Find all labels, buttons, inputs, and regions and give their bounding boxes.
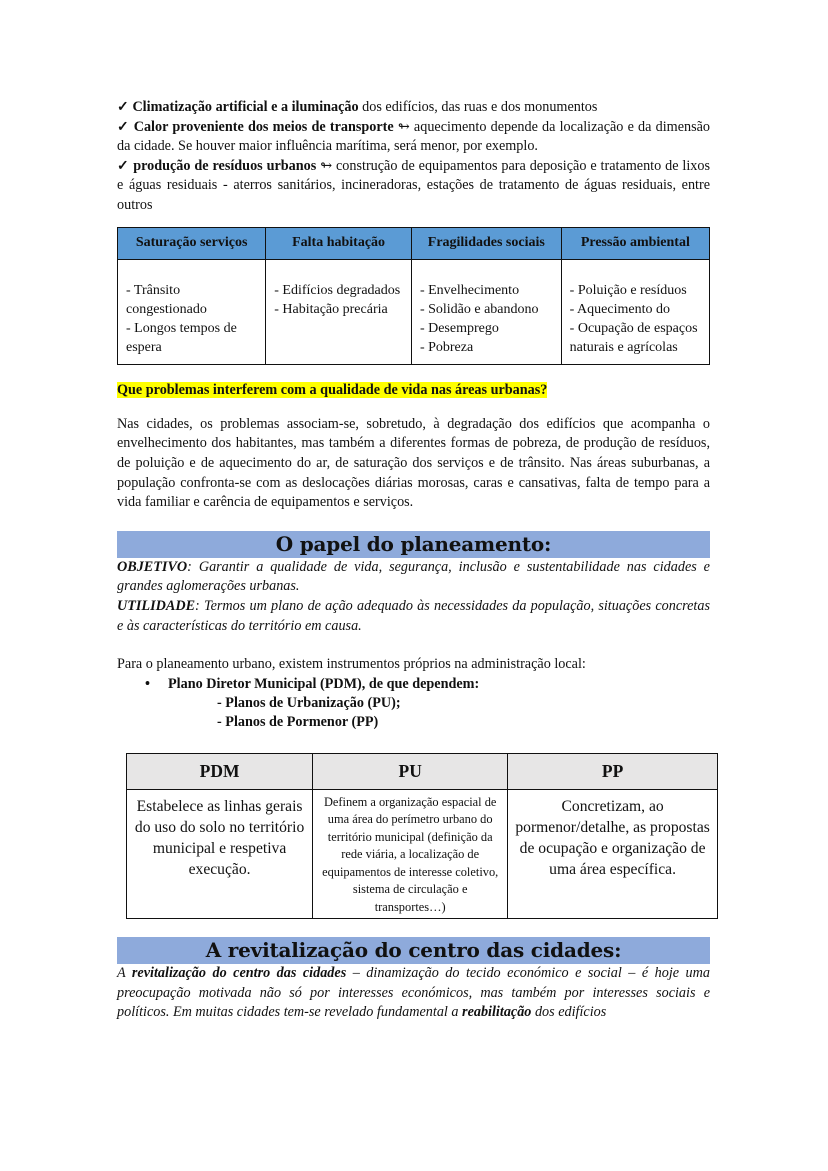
table-cell: Definem a organização espacial de uma área do perímetro urbano do território municipal (definição da rede viária, a localização de equipamentos de interesse coletivo, sistema de circulação e transportes…) bbox=[313, 789, 508, 919]
table-header: Fragilidades sociais bbox=[411, 227, 561, 259]
intro-item-climatization: ✓ Climatização artificial e a iluminação dos edifícios, das ruas e dos monumentos bbox=[117, 99, 598, 115]
list-item: • Plano Diretor Municipal (PDM), de que dependem: bbox=[117, 675, 710, 694]
sub-list-item: - Planos de Pormenor (PP) bbox=[217, 714, 379, 731]
table-header: Falta habitação bbox=[266, 227, 412, 259]
section-title-planning: O papel do planeamento: bbox=[117, 531, 710, 558]
urban-problems-table bbox=[117, 227, 710, 365]
table-cell: - Poluição e resíduos - Aquecimento do - Ocupação de espaços naturais e agrícolas bbox=[561, 259, 709, 364]
table-cell: Estabelece as linhas gerais do uso do solo no território municipal e respetiva execução. bbox=[127, 789, 313, 919]
table-cell: - Trânsito congestionado - Longos tempos de espera bbox=[118, 259, 266, 364]
table-header: Pressão ambiental bbox=[561, 227, 709, 259]
intro-item-waste: ✓ produção de resíduos urbanos ↬ construção de equipamentos para deposição e tratamento de lixos e águas residuais - aterros sanitários, incineradoras, estações de tratamento de águas residuais, entre outros bbox=[117, 157, 711, 213]
utility-paragraph: UTILIDADE: Termos um plano de ação adequado às necessidades da população, situações concretas e às características do território em causa. bbox=[117, 597, 710, 634]
sub-list-item: - Planos de Urbanização (PU); bbox=[217, 694, 401, 711]
objective-paragraph: OBJETIVO: Garantir a qualidade de vida, segurança, inclusão e sustentabilidade nas cidades e grandes aglomerações urbanas. bbox=[117, 558, 710, 595]
table-cell: - Edifícios degradados - Habitação precária bbox=[266, 259, 412, 364]
table-header: PP bbox=[508, 753, 718, 789]
table-cell: Concretizam, ao pormenor/detalhe, as propostas de ocupação e organização de uma área específica. bbox=[508, 789, 718, 919]
intro-item-transport-heat: ✓ Calor proveniente dos meios de transporte ↬ aquecimento depende da localização e da dimensão da cidade. Se houver maior influência marítima, será menor, por exemplo. bbox=[117, 118, 711, 155]
check-icon: ✓ bbox=[117, 118, 130, 135]
document-page bbox=[117, 98, 710, 1023]
table-cell: - Envelhecimento - Solidão e abandono - Desemprego - Pobreza bbox=[411, 259, 561, 364]
intro-list bbox=[117, 98, 710, 216]
revitalization-paragraph: A revitalização do centro das cidades – dinamização do tecido económico e social – é hoje uma preocupação motivada não só por interesses económicos, mas também por interesses sociais e políticos. Em muitas cidades tem-se revelado fundamental a reabilitação dos edifícios bbox=[117, 965, 710, 1021]
answer-paragraph: Nas cidades, os problemas associam-se, sobretudo, à degradação dos edifícios que acompanha o envelhecimento dos habitantes, mas também a diferentes formas de pobreza, de produção de resíduos, de poluição e de aquecimento do ar, de saturação dos serviços e de trânsito. Nas áreas suburbanas, a população confronta-se com as deslocações diárias morosas, caras e cansativas, falta de tempo para a vida familiar e carência de equipamentos e serviços. bbox=[117, 415, 710, 511]
bullet-icon: • bbox=[145, 675, 150, 692]
instruments-intro: Para o planeamento urbano, existem instrumentos próprios na administração local: bbox=[117, 656, 586, 673]
highlighted-question: Que problemas interferem com a qualidade de vida nas áreas urbanas? bbox=[117, 381, 548, 398]
plans-table bbox=[126, 753, 718, 920]
section-title-revitalization: A revitalização do centro das cidades: bbox=[117, 937, 710, 964]
table-header: Saturação serviços bbox=[118, 227, 266, 259]
check-icon: ✓ bbox=[117, 157, 130, 174]
check-icon: ✓ bbox=[117, 99, 129, 115]
table-header: PU bbox=[313, 753, 508, 789]
table-header: PDM bbox=[127, 753, 313, 789]
